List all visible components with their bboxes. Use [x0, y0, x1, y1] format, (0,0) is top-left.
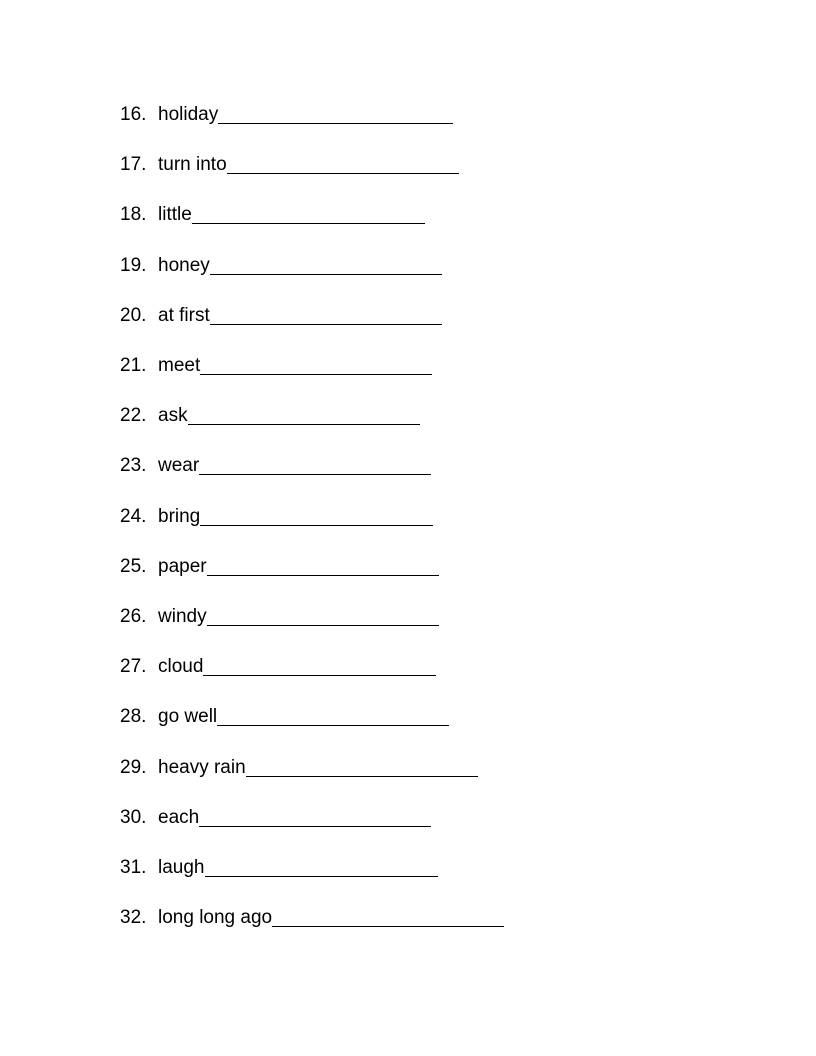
- answer-blank[interactable]: [207, 607, 439, 626]
- item-number: 28.: [120, 706, 147, 727]
- answer-blank[interactable]: [246, 758, 478, 777]
- item-number: 25.: [120, 556, 147, 577]
- answer-blank[interactable]: [218, 105, 453, 124]
- item-word: long long ago: [158, 907, 273, 928]
- vocab-item: [120, 849, 438, 879]
- item-word: honey: [158, 255, 210, 276]
- item-word: at first: [158, 305, 210, 326]
- item-number: 24.: [120, 506, 147, 527]
- item-word: windy: [158, 606, 207, 627]
- item-word: paper: [158, 556, 207, 577]
- answer-blank[interactable]: [217, 707, 449, 726]
- vocab-item: [120, 799, 431, 829]
- item-word: heavy rain: [158, 757, 246, 778]
- vocab-item: [120, 96, 453, 126]
- answer-blank[interactable]: [207, 557, 439, 576]
- item-number: 29.: [120, 757, 147, 778]
- vocab-item: [120, 498, 433, 528]
- answer-blank[interactable]: [205, 858, 438, 877]
- answer-blank[interactable]: [199, 456, 431, 475]
- item-number: 27.: [120, 656, 147, 677]
- item-number: 32.: [120, 907, 147, 928]
- vocab-item: [120, 598, 439, 628]
- vocab-item: [120, 548, 439, 578]
- answer-blank[interactable]: [210, 256, 442, 275]
- item-number: 20.: [120, 305, 147, 326]
- vocab-item: [120, 899, 504, 929]
- item-word: wear: [158, 455, 200, 476]
- item-word: ask: [158, 405, 188, 426]
- vocab-item: [120, 247, 442, 277]
- item-number: 21.: [120, 355, 147, 376]
- vocab-item: [120, 196, 425, 226]
- vocab-item: [120, 698, 449, 728]
- item-word: cloud: [158, 656, 204, 677]
- vocab-item: [120, 297, 442, 327]
- item-word: bring: [158, 506, 201, 527]
- item-number: 17.: [120, 154, 147, 175]
- vocab-item: [120, 347, 432, 377]
- vocab-item: [120, 447, 431, 477]
- item-word: laugh: [158, 857, 205, 878]
- answer-blank[interactable]: [272, 908, 504, 927]
- item-word: little: [158, 204, 192, 225]
- vocab-item: [120, 146, 459, 176]
- answer-blank[interactable]: [199, 808, 431, 827]
- item-word: go well: [158, 706, 218, 727]
- item-number: 23.: [120, 455, 147, 476]
- item-word: turn into: [158, 154, 227, 175]
- answer-blank[interactable]: [192, 205, 425, 224]
- item-number: 31.: [120, 857, 147, 878]
- item-word: meet: [158, 355, 201, 376]
- answer-blank[interactable]: [227, 155, 459, 174]
- vocab-item: [120, 397, 420, 427]
- vocab-item: [120, 749, 478, 779]
- item-number: 22.: [120, 405, 147, 426]
- vocab-item: [120, 648, 436, 678]
- answer-blank[interactable]: [210, 306, 442, 325]
- item-number: 19.: [120, 255, 147, 276]
- item-number: 16.: [120, 104, 147, 125]
- item-number: 18.: [120, 204, 147, 225]
- item-number: 26.: [120, 606, 147, 627]
- item-number: 30.: [120, 807, 147, 828]
- answer-blank[interactable]: [203, 657, 436, 676]
- answer-blank[interactable]: [200, 507, 433, 526]
- item-word: holiday: [158, 104, 219, 125]
- item-word: each: [158, 807, 200, 828]
- answer-blank[interactable]: [200, 356, 432, 375]
- answer-blank[interactable]: [188, 406, 420, 425]
